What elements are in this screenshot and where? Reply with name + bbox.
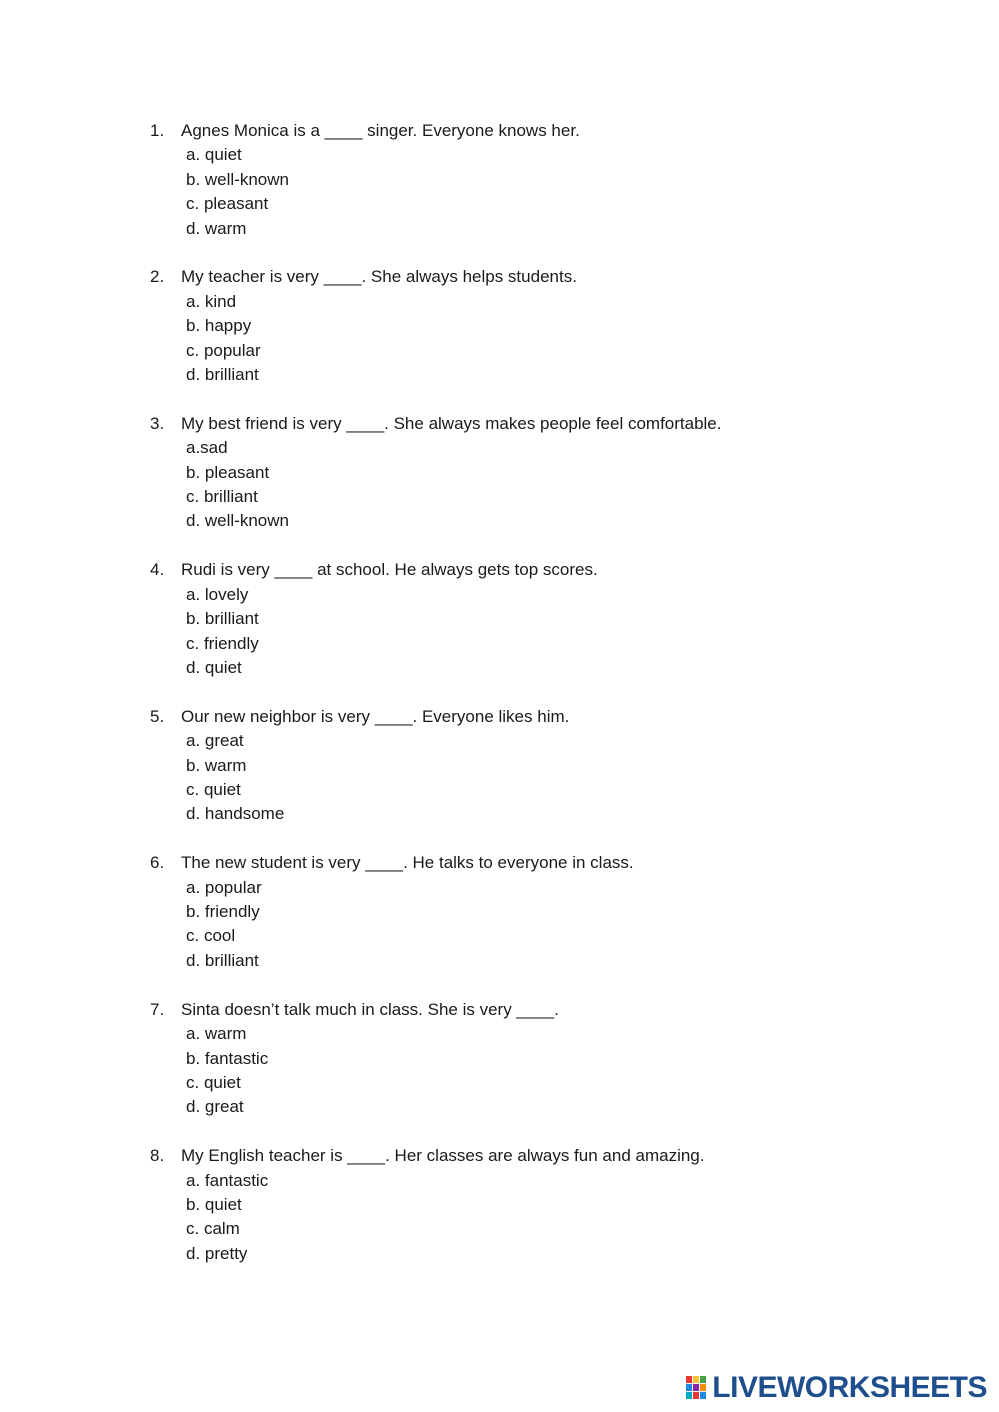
answer-options bbox=[150, 1022, 910, 1120]
answer-options bbox=[150, 583, 910, 681]
answer-option-d[interactable]: d. brilliant bbox=[186, 365, 259, 385]
answer-option-c[interactable]: c. calm bbox=[186, 1219, 240, 1239]
question-number: 7. bbox=[150, 999, 165, 1019]
question-number: 6. bbox=[150, 853, 165, 873]
answer-option-c[interactable]: c. brilliant bbox=[186, 487, 258, 507]
answer-option-a[interactable]: a. warm bbox=[186, 1024, 247, 1044]
question-text: My teacher is very ____. She always helps students. bbox=[181, 267, 577, 287]
answer-option-c[interactable]: c. friendly bbox=[186, 633, 259, 653]
question-number: 4. bbox=[150, 560, 165, 580]
answer-option-a[interactable]: a. lovely bbox=[186, 584, 249, 604]
answer-option-c[interactable]: c. cool bbox=[186, 926, 236, 946]
question-1 bbox=[150, 119, 910, 241]
question-number: 8. bbox=[150, 1146, 165, 1166]
answer-option-c[interactable]: c. popular bbox=[186, 340, 261, 360]
question-3 bbox=[150, 412, 910, 534]
answer-option-a[interactable]: a. popular bbox=[186, 877, 262, 897]
logo-text: LIVEWORKSHEETS bbox=[712, 1371, 987, 1404]
answer-options bbox=[150, 729, 910, 827]
answer-option-d[interactable]: d. well-known bbox=[186, 511, 289, 531]
question-text: The new student is very ____. He talks to everyone in class. bbox=[181, 853, 634, 873]
question-line bbox=[150, 705, 910, 729]
question-line bbox=[150, 851, 910, 875]
question-line bbox=[150, 119, 910, 143]
question-line bbox=[150, 265, 910, 289]
question-line bbox=[150, 1144, 910, 1168]
answer-option-c[interactable]: c. quiet bbox=[186, 779, 241, 799]
answer-option-d[interactable]: d. great bbox=[186, 1097, 244, 1117]
question-4 bbox=[150, 558, 910, 680]
answer-option-a[interactable]: a. quiet bbox=[186, 145, 242, 165]
question-text: My best friend is very ____. She always makes people feel comfortable. bbox=[181, 413, 722, 433]
answer-option-a[interactable]: a. kind bbox=[186, 291, 237, 311]
question-7 bbox=[150, 998, 910, 1120]
answer-options bbox=[150, 290, 910, 388]
answer-option-d[interactable]: d. brilliant bbox=[186, 950, 259, 970]
question-text: Agnes Monica is a ____ singer. Everyone knows her. bbox=[181, 121, 580, 140]
question-6 bbox=[150, 851, 910, 973]
question-text: Our new neighbor is very ____. Everyone likes him. bbox=[181, 706, 570, 726]
answer-option-a[interactable]: a. fantastic bbox=[186, 1170, 269, 1190]
question-line bbox=[150, 998, 910, 1022]
answer-option-d[interactable]: d. pretty bbox=[186, 1243, 248, 1263]
answer-options bbox=[150, 876, 910, 974]
answer-options bbox=[150, 143, 910, 241]
liveworksheets-logo-icon bbox=[686, 1376, 708, 1400]
question-number: 2. bbox=[150, 267, 165, 287]
question-line bbox=[150, 412, 910, 436]
question-number: 3. bbox=[150, 413, 165, 433]
answer-options bbox=[150, 1169, 910, 1267]
answer-option-d[interactable]: d. quiet bbox=[186, 657, 242, 677]
answer-option-c[interactable]: c. pleasant bbox=[186, 194, 269, 214]
answer-option-b[interactable]: b. pleasant bbox=[186, 462, 270, 482]
question-text: Sinta doesn’t talk much in class. She is very ____. bbox=[181, 999, 559, 1019]
question-number: 5. bbox=[150, 706, 165, 726]
answer-option-d[interactable]: d. handsome bbox=[186, 804, 285, 824]
answer-option-b[interactable]: b. happy bbox=[186, 316, 252, 336]
worksheet bbox=[150, 119, 910, 1291]
question-line bbox=[150, 558, 910, 582]
answer-option-b[interactable]: b. warm bbox=[186, 755, 247, 775]
answer-option-a[interactable]: a.sad bbox=[186, 438, 228, 458]
answer-option-d[interactable]: d. warm bbox=[186, 218, 247, 238]
answer-option-b[interactable]: b. quiet bbox=[186, 1194, 242, 1214]
answer-option-b[interactable]: b. brilliant bbox=[186, 609, 259, 629]
answer-option-c[interactable]: c. quiet bbox=[186, 1072, 241, 1092]
question-2 bbox=[150, 265, 910, 387]
answer-option-b[interactable]: b. friendly bbox=[186, 902, 260, 922]
question-text: Rudi is very ____ at school. He always gets top scores. bbox=[181, 560, 598, 580]
question-5 bbox=[150, 705, 910, 827]
liveworksheets-logo[interactable] bbox=[686, 1372, 987, 1404]
question-8 bbox=[150, 1144, 910, 1266]
answer-option-a[interactable]: a. great bbox=[186, 731, 244, 751]
answer-option-b[interactable]: b. fantastic bbox=[186, 1048, 269, 1068]
question-text: My English teacher is ____. Her classes are always fun and amazing. bbox=[181, 1146, 705, 1166]
answer-option-b[interactable]: b. well-known bbox=[186, 169, 289, 189]
answer-options bbox=[150, 436, 910, 534]
question-number: 1. bbox=[150, 121, 165, 140]
